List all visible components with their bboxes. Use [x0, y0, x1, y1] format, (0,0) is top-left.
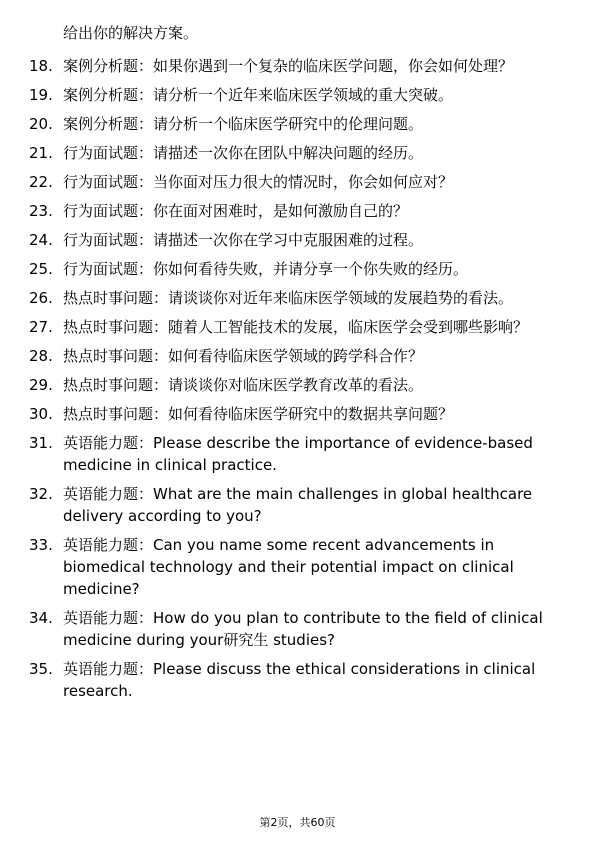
question-text: 英语能力题：What are the main challenges in global healthcare delivery according to you?: [63, 485, 533, 525]
question-text: 热点时事问题：如何看待临床医学研究中的数据共享问题？: [63, 405, 454, 423]
question-item: [0, 287, 595, 309]
question-text: 热点时事问题：如何看待临床医学领域的跨学科合作？: [63, 347, 424, 365]
question-text: 行为面试题：请描述一次你在学习中克服困难的过程。: [63, 231, 424, 249]
question-item: [0, 171, 595, 193]
question-item: [0, 483, 595, 527]
question-item: [0, 200, 595, 222]
question-item: [0, 658, 595, 702]
question-text: 热点时事问题：请谈谈你对近年来临床医学领域的发展趋势的看法。: [63, 289, 514, 307]
question-item: [0, 142, 595, 164]
question-number: 21.: [29, 144, 53, 162]
question-number: 30.: [29, 405, 53, 423]
question-item: [0, 84, 595, 106]
question-item: [0, 55, 595, 77]
question-number: 26.: [29, 289, 53, 307]
question-number: 25.: [29, 260, 53, 278]
question-text: 行为面试题：请描述一次你在团队中解决问题的经历。: [63, 144, 424, 162]
question-item: [0, 113, 595, 135]
question-text: 案例分析题：请分析一个近年来临床医学领域的重大突破。: [63, 86, 454, 104]
question-number: 35.: [29, 660, 53, 678]
question-number: 28.: [29, 347, 53, 365]
question-item: [0, 229, 595, 251]
question-item: [0, 432, 595, 476]
question-text: 行为面试题：你如何看待失败，并请分享一个你失败的经历。: [63, 260, 469, 278]
question-number: 22.: [29, 173, 53, 191]
question-text: 热点时事问题：请谈谈你对临床医学教育改革的看法。: [63, 376, 424, 394]
question-text: 案例分析题：如果你遇到一个复杂的临床医学问题，你会如何处理？: [63, 57, 514, 75]
question-item: [0, 316, 595, 338]
question-number: 24.: [29, 231, 53, 249]
question-number: 20.: [29, 115, 53, 133]
question-text: 案例分析题：请分析一个临床医学研究中的伦理问题。: [63, 115, 424, 133]
question-list: [0, 55, 595, 709]
question-item: [0, 374, 595, 396]
question-number: 18.: [29, 57, 53, 75]
question-number: 32.: [29, 485, 53, 503]
question-text: 英语能力题：How do you plan to contribute to the field of clinical medicine during your研究生 studies?: [63, 609, 543, 649]
question-text: 英语能力题：Can you name some recent advancements in biomedical technology and their potential impact on clinical medicine?: [63, 536, 514, 598]
question-number: 33.: [29, 536, 53, 554]
question-item: [0, 534, 595, 600]
question-number: 19.: [29, 86, 53, 104]
question-text: 热点时事问题：随着人工智能技术的发展，临床医学会受到哪些影响？: [63, 318, 529, 336]
question-item: [0, 607, 595, 651]
question-number: 29.: [29, 376, 53, 394]
question-text: 英语能力题：Please describe the importance of evidence-based medicine in clinical practice.: [63, 434, 533, 474]
question-number: 23.: [29, 202, 53, 220]
question-text: 行为面试题：你在面对困难时，是如何激励自己的？: [63, 202, 409, 220]
question-number: 27.: [29, 318, 53, 336]
question-text: 英语能力题：Please discuss the ethical considerations in clinical research.: [63, 660, 536, 700]
question-item: [0, 345, 595, 367]
question-number: 31.: [29, 434, 53, 452]
question-number: 34.: [29, 609, 53, 627]
question-item: [0, 258, 595, 280]
question-item: [0, 403, 595, 425]
intro-text: 给出你的解决方案。: [63, 24, 199, 42]
page-footer: 第2页，共60页: [259, 816, 336, 829]
question-text: 行为面试题：当你面对压力很大的情况时，你会如何应对？: [63, 173, 454, 191]
